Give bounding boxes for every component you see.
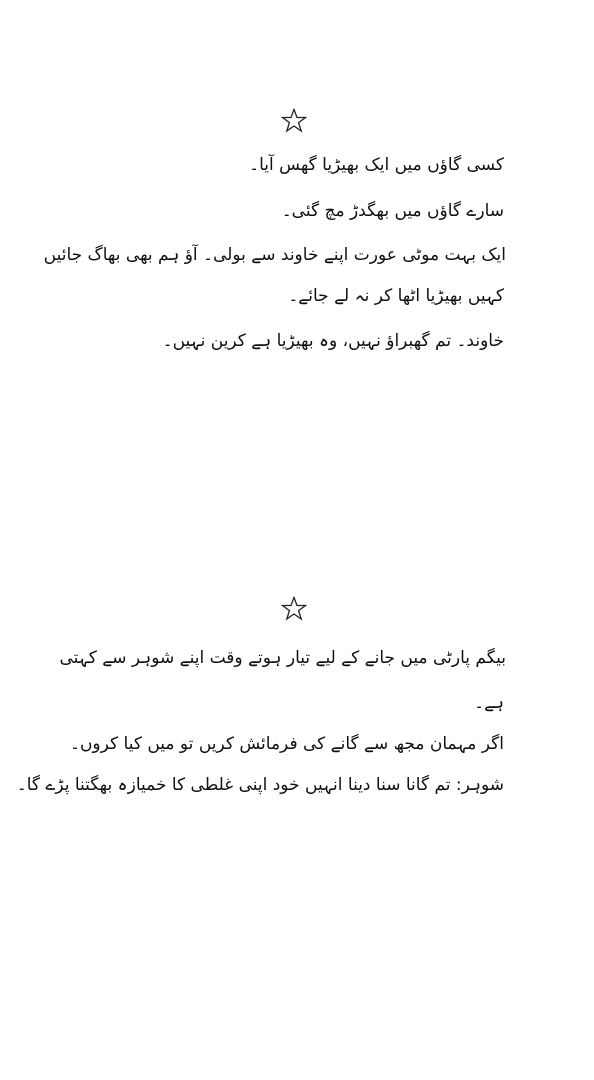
joke-1-line-2: سارے گاؤں میں بھگدڑ مچ گئی۔	[281, 201, 504, 221]
joke-1-line-1: کسی گاؤں میں ایک بھیڑیا گھس آیا۔	[249, 155, 504, 175]
joke-2-line-3: اگر مہمان مجھ سے گانے کی فرمائش کریں تو میں کیا کروں۔	[69, 734, 504, 754]
star-icon	[281, 108, 307, 134]
joke-1-line-4: کہیں بھیڑیا اٹھا کر نہ لے جائے۔	[288, 286, 504, 306]
joke-2-line-1: بیگم پارٹی میں جانے کے لیے تیار ہوتے وقت اپنے شوہر سے کہتی	[59, 648, 506, 668]
joke-1-line-5: خاوند۔ تم گھبراؤ نہیں، وہ بھیڑیا ہے کرین نہیں۔	[162, 331, 504, 351]
joke-1-line-3: ایک بہت موٹی عورت اپنے خاوند سے بولی۔ آؤ ہم بھی بھاگ جائیں	[43, 245, 506, 265]
star-icon	[281, 596, 307, 622]
joke-2-line-2: ہے۔	[474, 693, 504, 713]
joke-2-line-4: شوہر: تم گانا سنا دینا انہیں خود اپنی غلطی کا خمیازہ بھگتنا پڑے گا۔	[16, 775, 504, 795]
